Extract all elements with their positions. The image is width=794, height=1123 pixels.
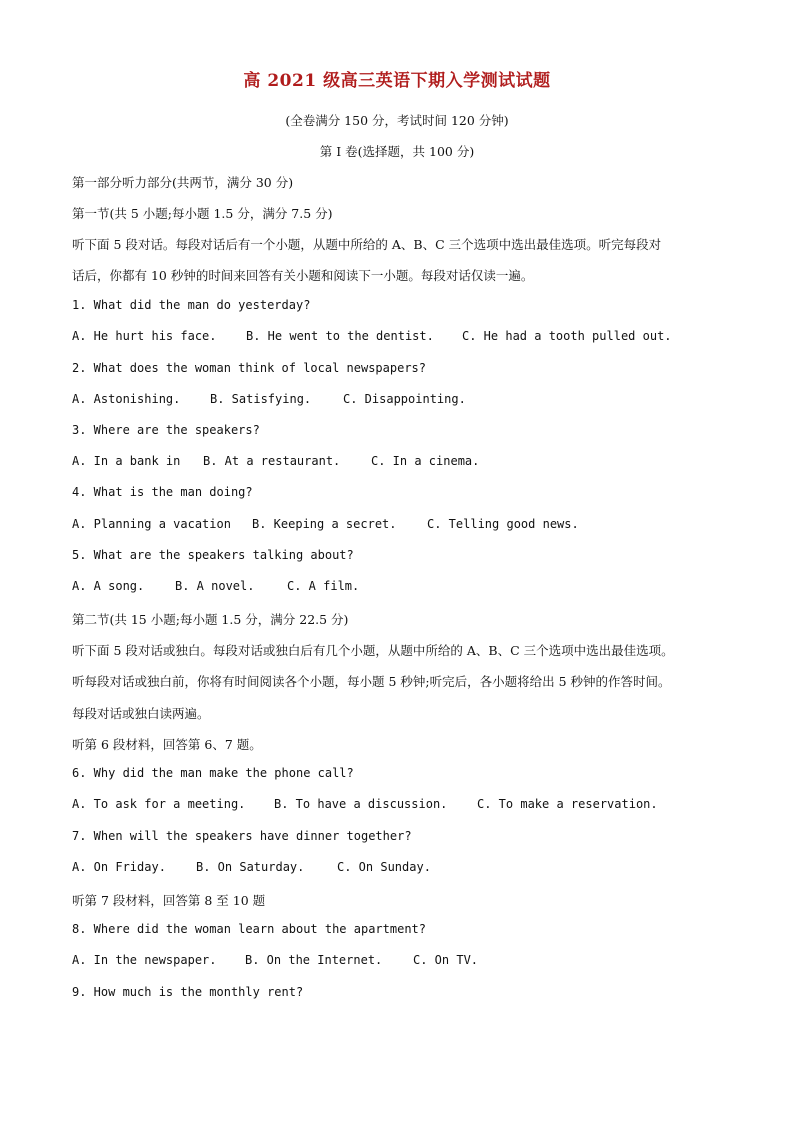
option-1c: C. He had a tooth pulled out.: [462, 329, 672, 343]
option-6b: B. To have a discussion.: [274, 797, 448, 811]
question-4: 4. What is the man doing?: [72, 485, 253, 499]
section2-instructions-2: 听每段对话或独白前，你将有时间阅读各个小题，每小题 5 秒钟;听完后，各小题将给出 5 秒钟的作答时间。: [72, 674, 671, 689]
option-2c: C. Disappointing.: [343, 392, 466, 406]
volume-heading: 第 I 卷(选择题，共 100 分): [319, 144, 475, 159]
question-6: 6. Why did the man make the phone call?: [72, 766, 354, 780]
question-3: 3. Where are the speakers?: [72, 423, 260, 437]
option-1a: A. He hurt his face.: [72, 329, 217, 343]
question-9: 9. How much is the monthly rent?: [72, 985, 304, 999]
options-8: [72, 953, 478, 967]
options-1: [72, 329, 672, 343]
option-3a: A. In a bank in: [72, 454, 181, 468]
option-7a: A. On Friday.: [72, 860, 166, 874]
option-5c: C. A film.: [287, 579, 360, 593]
section2-instructions-1: 听下面 5 段对话或独白。每段对话或独白后有几个小题，从题中所给的 A、B、C 三个选项中选出最佳选项。: [72, 643, 674, 658]
options-5: [72, 579, 359, 593]
option-5a: A. A song.: [72, 579, 145, 593]
option-2a: A. Astonishing.: [72, 392, 181, 406]
option-1b: B. He went to the dentist.: [246, 329, 434, 343]
question-8: 8. Where did the woman learn about the apartment?: [72, 922, 427, 936]
option-8c: C. On TV.: [413, 953, 479, 967]
option-3b: B. At a restaurant.: [203, 454, 341, 468]
option-3c: C. In a cinema.: [371, 454, 480, 468]
question-5: 5. What are the speakers talking about?: [72, 548, 354, 562]
section1-heading: 第一节(共 5 小题;每小题 1.5 分，满分 7.5 分): [72, 206, 333, 221]
part1-heading: 第一部分听力部分(共两节，满分 30 分): [72, 175, 294, 190]
options-7: [72, 860, 431, 874]
question-2: 2. What does the woman think of local newspapers?: [72, 361, 427, 375]
option-4b: B. Keeping a secret.: [252, 517, 397, 531]
option-7b: B. On Saturday.: [196, 860, 305, 874]
exam-title: 高 2021 级高三英语下期入学测试试题: [243, 71, 551, 91]
options-3: [72, 454, 479, 468]
section2-instructions-3: 每段对话或独白读两遍。: [72, 706, 210, 721]
option-4c: C. Telling good news.: [427, 517, 579, 531]
option-8a: A. In the newspaper.: [72, 953, 217, 967]
option-7c: C. On Sunday.: [337, 860, 431, 874]
section1-instructions-1: 听下面 5 段对话。每段对话后有一个小题，从题中所给的 A、B、C 三个选项中选出最佳选项。听完每段对: [72, 237, 662, 252]
material-6-heading: 听第 6 段材料，回答第 6、7 题。: [72, 737, 262, 752]
option-6a: A. To ask for a meeting.: [72, 797, 246, 811]
options-6: [72, 797, 658, 811]
exam-subtitle: (全卷满分 150 分，考试时间 120 分钟): [285, 113, 509, 128]
option-4a: A. Planning a vacation: [72, 517, 231, 531]
option-8b: B. On the Internet.: [245, 953, 383, 967]
section2-heading: 第二节(共 15 小题;每小题 1.5 分，满分 22.5 分): [72, 612, 349, 627]
option-6c: C. To make a reservation.: [477, 797, 658, 811]
options-4: [72, 517, 579, 531]
options-2: [72, 392, 466, 406]
question-1: 1. What did the man do yesterday?: [72, 298, 311, 312]
option-5b: B. A novel.: [175, 579, 255, 593]
section1-instructions-2: 话后，你都有 10 秒钟的时间来回答有关小题和阅读下一小题。每段对话仅读一遍。: [72, 268, 534, 283]
option-2b: B. Satisfying.: [210, 392, 312, 406]
material-7-heading: 听第 7 段材料，回答第 8 至 10 题: [72, 893, 266, 908]
question-7: 7. When will the speakers have dinner together?: [72, 829, 412, 843]
